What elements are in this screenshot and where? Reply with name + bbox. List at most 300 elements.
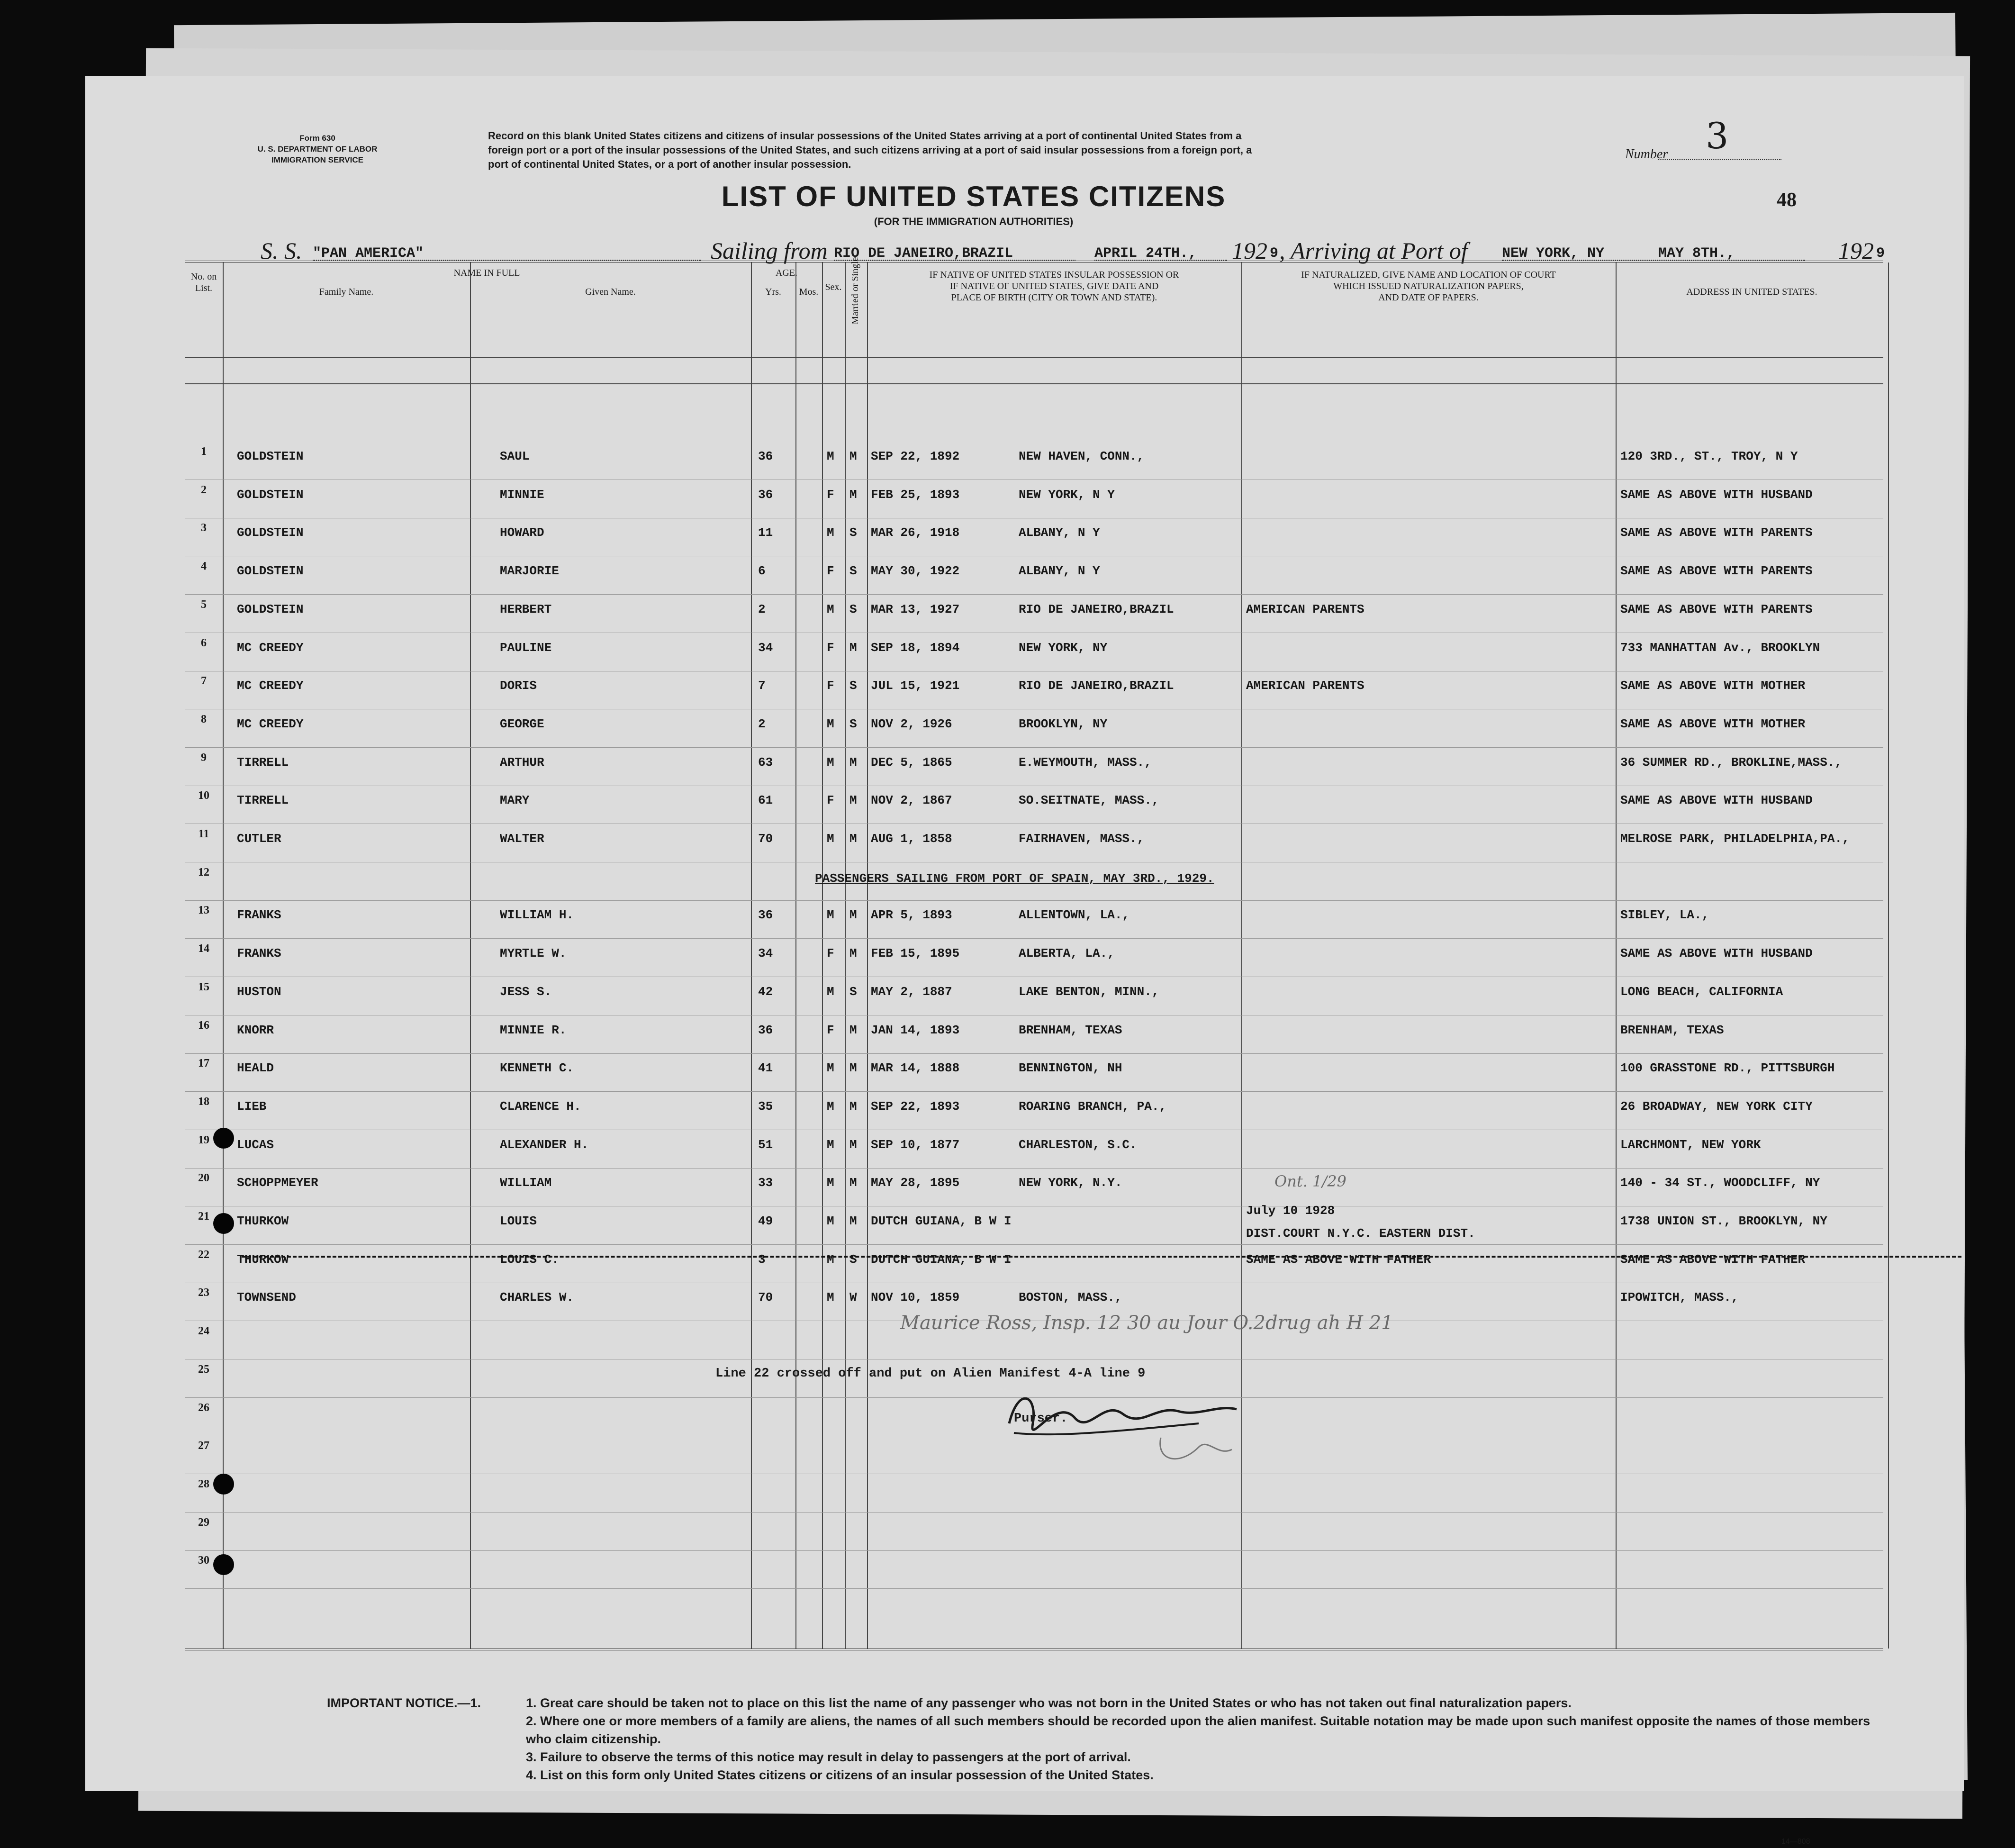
- cell-given: JESS S.: [500, 984, 552, 999]
- cell-given: ALEXANDER H.: [500, 1137, 589, 1152]
- cell-birth-date: MAR 26, 1918: [871, 525, 960, 540]
- col-divider: [1888, 263, 1889, 1649]
- cell-address: SAME AS ABOVE WITH HUSBAND: [1620, 487, 1813, 502]
- cell-birth-date: SEP 22, 1892: [871, 449, 960, 463]
- number-underline: [1658, 159, 1781, 160]
- form-line: U. S. DEPARTMENT OF LABOR: [257, 145, 378, 154]
- row-number: 26: [198, 1401, 209, 1414]
- cell-sex: M: [827, 1061, 834, 1076]
- cell-given: ARTHUR: [500, 755, 544, 770]
- cell-family: GOLDSTEIN: [237, 564, 304, 579]
- cell-birth-place: RIO DE JANEIRO,BRAZIL: [1019, 679, 1174, 693]
- row-rule: [185, 1512, 1883, 1513]
- form-header: [237, 133, 398, 165]
- cell-sex: F: [827, 564, 834, 579]
- purser-signature: [1000, 1367, 1246, 1476]
- table-row: [185, 672, 1883, 710]
- cell-birth-date: JUL 15, 1921: [871, 679, 960, 693]
- table-row: [185, 787, 1883, 824]
- cell-birth-place: BOSTON, MASS.,: [1019, 1290, 1122, 1305]
- cell-given: LOUIS C.: [500, 1252, 559, 1267]
- header-divider: [185, 357, 1883, 358]
- row-number: 25: [198, 1363, 209, 1376]
- cell-birth-date: MAY 2, 1887: [871, 984, 952, 999]
- cell-given: CLARENCE H.: [500, 1099, 581, 1114]
- cell-age: 36: [758, 1023, 773, 1037]
- cell-birth-date: FEB 15, 1895: [871, 946, 960, 961]
- cell-given: DORIS: [500, 679, 537, 693]
- cell-ms: M: [849, 908, 857, 923]
- cell-birth-place: CHARLESTON, S.C.: [1019, 1137, 1137, 1152]
- cell-sex: M: [827, 1176, 834, 1190]
- cell-family: MC CREEDY: [237, 679, 304, 693]
- cell-age: 35: [758, 1099, 773, 1114]
- cell-birth-place: ALBANY, N Y: [1019, 564, 1100, 579]
- cell-ms: M: [849, 1176, 857, 1190]
- cell-birth-date: DUTCH GUIANA, B W I: [871, 1214, 1012, 1228]
- cell-birth-place: RIO DE JANEIRO,BRAZIL: [1019, 602, 1174, 616]
- row-rule: [185, 1053, 1883, 1054]
- table-row: [185, 978, 1883, 1016]
- row-number: 20: [198, 1172, 209, 1185]
- row-rule: [185, 1550, 1883, 1551]
- sailing-label: Sailing from: [711, 237, 828, 264]
- notice-lead: IMPORTANT NOTICE.—1.: [327, 1696, 481, 1710]
- cell-birth-place: BRENHAM, TEXAS: [1019, 1023, 1122, 1037]
- row-rule: [185, 938, 1883, 939]
- cell-family: GOLDSTEIN: [237, 487, 304, 502]
- cell-sex: M: [827, 716, 834, 731]
- cell-address: 36 SUMMER RD., BROKLINE,MASS.,: [1620, 755, 1843, 770]
- cell-family: MC CREEDY: [237, 640, 304, 655]
- cell-sex: M: [827, 1252, 834, 1267]
- col-header-yrs: Yrs.: [765, 287, 781, 297]
- cell-sex: M: [827, 1099, 834, 1114]
- cell-given: CHARLES W.: [500, 1290, 574, 1305]
- cell-birth-date: FEB 25, 1893: [871, 487, 960, 502]
- table-row: [185, 901, 1883, 939]
- passenger-table: [185, 254, 1883, 1650]
- col-header-mos: Mos.: [799, 287, 819, 297]
- row-number: 23: [198, 1286, 209, 1299]
- cell-birth-date: MAY 30, 1922: [871, 564, 960, 579]
- row-number: 18: [198, 1095, 209, 1108]
- cell-given: MINNIE R.: [500, 1023, 567, 1037]
- cell-given: PAULINE: [500, 640, 552, 655]
- row-number: 1: [201, 445, 207, 458]
- col-header-no: No. on List.: [190, 272, 217, 293]
- notice-item: 1. Great care should be taken not to place on this list the name of any passenger who was not born in the United States or who has not taken out final naturalization papers.: [526, 1696, 1572, 1710]
- cell-given: WILLIAM H.: [500, 908, 574, 923]
- cell-family: GOLDSTEIN: [237, 525, 304, 540]
- footer-code: 14—808: [1781, 1838, 1810, 1846]
- arrival-port: NEW YORK, NY: [1502, 245, 1605, 262]
- cell-birth-date: SEP 10, 1877: [871, 1137, 960, 1152]
- crossed-off-note: Line 22 crossed off and put on Alien Manifest 4-A line 9: [715, 1367, 1146, 1381]
- number-label: Number: [1625, 147, 1668, 162]
- cell-birth-date: MAY 28, 1895: [871, 1176, 960, 1190]
- cell-sex: M: [827, 449, 834, 463]
- cell-birth-place: ROARING BRANCH, PA.,: [1019, 1099, 1167, 1114]
- cell-ms: S: [849, 525, 857, 540]
- col-header-given: Given Name.: [585, 287, 636, 297]
- cell-age: 11: [758, 525, 773, 540]
- cell-ms: S: [849, 602, 857, 616]
- table-row: [185, 1131, 1883, 1169]
- row-number: 30: [198, 1554, 209, 1567]
- cell-given: GEORGE: [500, 716, 544, 731]
- cell-birth-date: MAR 14, 1888: [871, 1061, 960, 1076]
- cell-birth-date: NOV 2, 1867: [871, 793, 952, 808]
- punch-hole: [213, 1554, 234, 1575]
- col-header-family: Family Name.: [319, 287, 374, 297]
- table-row: [185, 557, 1883, 595]
- cell-ms: M: [849, 1099, 857, 1114]
- table-row: [185, 1016, 1883, 1054]
- cell-sex: F: [827, 640, 834, 655]
- page-number: 48: [1777, 189, 1797, 211]
- cell-ms: M: [849, 946, 857, 961]
- cell-birth-place: NEW YORK, NY: [1019, 640, 1108, 655]
- table-row: [185, 519, 1883, 557]
- cell-ms: M: [849, 1023, 857, 1037]
- cell-age: 36: [758, 449, 773, 463]
- cell-age: 33: [758, 1176, 773, 1190]
- row-number: 27: [198, 1440, 209, 1452]
- cell-birth-date: SEP 22, 1893: [871, 1099, 960, 1114]
- row-number: 16: [198, 1019, 209, 1032]
- col-header-married: Married or Single.: [850, 254, 860, 325]
- purser-label: Purser.: [1014, 1412, 1068, 1426]
- sailing-from: RIO DE JANEIRO,BRAZIL: [834, 245, 1013, 262]
- row-number: 4: [201, 560, 207, 573]
- cell-naturalized: July 10 1928: [1246, 1204, 1335, 1218]
- notice-item: 2. Where one or more members of a family are aliens, the names of all such members should be recorded upon the alien manifest. Suitable notation may be made upon such manifest opposite the names of those members who claim citizenship.: [526, 1714, 1870, 1746]
- page-subtitle: (FOR THE IMMIGRATION AUTHORITIES): [874, 216, 1074, 227]
- row-number: 24: [198, 1325, 209, 1338]
- cell-given: MINNIE: [500, 487, 544, 502]
- cell-ms: W: [849, 1290, 857, 1305]
- cell-sex: M: [827, 525, 834, 540]
- record-line: port of continental United States, or a port of another insular possession.: [488, 158, 851, 170]
- punch-hole: [213, 1474, 234, 1495]
- cell-sex: M: [827, 755, 834, 770]
- cell-family: THURKOW: [237, 1214, 289, 1228]
- row-number: 21: [198, 1210, 209, 1223]
- punch-hole: [213, 1213, 234, 1234]
- cell-naturalized-court: DIST.COURT N.Y.C. EASTERN DIST.: [1246, 1226, 1475, 1241]
- row-number: 8: [201, 713, 207, 725]
- row-number: 9: [201, 751, 207, 764]
- cell-birth-date: MAR 13, 1927: [871, 602, 960, 616]
- cell-age: 63: [758, 755, 773, 770]
- row-rule: [185, 1091, 1883, 1092]
- cell-birth-place: SO.SEITNATE, MASS.,: [1019, 793, 1159, 808]
- cell-age: 49: [758, 1214, 773, 1228]
- cell-birth-place: BROOKLYN, NY: [1019, 716, 1108, 731]
- cell-age: 2: [758, 716, 766, 731]
- row-number: 12: [198, 866, 209, 879]
- cell-family: HUSTON: [237, 984, 281, 999]
- naturalized-header-line: AND DATE OF PAPERS.: [1378, 292, 1479, 303]
- cell-address: SAME AS ABOVE WITH FATHER: [1620, 1252, 1806, 1267]
- cell-family: FRANKS: [237, 946, 281, 961]
- sailing-date: APRIL 24TH.,: [1094, 245, 1197, 262]
- table-row: [185, 1169, 1883, 1207]
- table-row: [185, 1513, 1883, 1551]
- table-row: [185, 1204, 1883, 1245]
- record-line: foreign port or a port of the insular possessions of the United States, and such citizens arriving at a port of said insular possessions from a foreign port, a: [488, 144, 1252, 156]
- page-title: LIST OF UNITED STATES CITIZENS: [721, 181, 1226, 212]
- cell-sex: F: [827, 793, 834, 808]
- arrival-date: MAY 8TH.,: [1658, 245, 1735, 262]
- notice-item: 3. Failure to observe the terms of this notice may result in delay to passengers at the port of arrival.: [526, 1750, 1131, 1764]
- cell-birth-date: SEP 18, 1894: [871, 640, 960, 655]
- col-header-name: NAME IN FULL: [453, 268, 520, 278]
- cell-sex: F: [827, 487, 834, 502]
- cell-address: 733 MANHATTAN Av., BROOKLYN: [1620, 640, 1820, 655]
- row-number: 5: [201, 598, 207, 611]
- cell-address: LONG BEACH, CALIFORNIA: [1620, 984, 1783, 999]
- cell-ms: M: [849, 449, 857, 463]
- cell-age: 61: [758, 793, 773, 808]
- cell-address: 120 3RD., ST., TROY, N Y: [1620, 449, 1798, 463]
- cell-age: 42: [758, 984, 773, 999]
- ss-label: S. S.: [261, 237, 302, 264]
- cell-birth-date: AUG 1, 1858: [871, 832, 952, 846]
- row-number: 14: [198, 942, 209, 955]
- cell-age: 3: [758, 1252, 766, 1267]
- cell-sex: M: [827, 1137, 834, 1152]
- cell-given: HERBERT: [500, 602, 552, 616]
- table-row: [185, 1551, 1883, 1589]
- table-row: [185, 710, 1883, 748]
- cell-age: 6: [758, 564, 766, 579]
- naturalized-header-line: IF NATURALIZED, GIVE NAME AND LOCATION OF COURT: [1301, 270, 1556, 280]
- table-row: [185, 1054, 1883, 1092]
- row-number: 6: [201, 636, 207, 649]
- cell-address: SAME AS ABOVE WITH PARENTS: [1620, 564, 1813, 579]
- cell-birth-date: DEC 5, 1865: [871, 755, 952, 770]
- punch-hole: [213, 1128, 234, 1149]
- table-row: [185, 1246, 1883, 1284]
- cell-address: 100 GRASSTONE RD., PITTSBURGH: [1620, 1061, 1835, 1076]
- cell-sex: M: [827, 832, 834, 846]
- form-line: Form 630: [299, 134, 335, 143]
- cell-birth-date: APR 5, 1893: [871, 908, 952, 923]
- cell-birth-place: NEW YORK, N Y: [1019, 487, 1115, 502]
- cell-age: 41: [758, 1061, 773, 1076]
- naturalized-header-line: WHICH ISSUED NATURALIZATION PAPERS,: [1333, 281, 1524, 291]
- cell-given: LOUIS: [500, 1214, 537, 1228]
- col-header-address: ADDRESS IN UNITED STATES.: [1686, 287, 1817, 297]
- row-number: 10: [198, 789, 209, 802]
- table-row: [185, 825, 1883, 863]
- cell-address: SAME AS ABOVE WITH MOTHER: [1620, 679, 1806, 693]
- record-instructions: [488, 129, 1649, 172]
- cell-family: MC CREEDY: [237, 716, 304, 731]
- cell-sex: F: [827, 1023, 834, 1037]
- cell-given: WILLIAM: [500, 1176, 552, 1190]
- row-number: 2: [201, 483, 207, 496]
- cell-ms: S: [849, 984, 857, 999]
- cell-address: SAME AS ABOVE WITH HUSBAND: [1620, 946, 1813, 961]
- cell-family: TIRRELL: [237, 793, 289, 808]
- cell-family: THURKOW: [237, 1252, 289, 1267]
- row-rule: [185, 1244, 1883, 1245]
- row-rule: [185, 594, 1883, 595]
- arriving-label: , Arriving at Port of: [1279, 237, 1468, 264]
- cell-ms: S: [849, 564, 857, 579]
- cell-birth-place: BENNINGTON, NH: [1019, 1061, 1122, 1076]
- cell-family: LIEB: [237, 1099, 267, 1114]
- table-row: [185, 481, 1883, 519]
- cell-birth-place: E.WEYMOUTH, MASS.,: [1019, 755, 1152, 770]
- cell-ms: M: [849, 1214, 857, 1228]
- cell-age: 70: [758, 1290, 773, 1305]
- cell-sex: M: [827, 1290, 834, 1305]
- row-number: 19: [198, 1133, 209, 1146]
- cell-birth-place: NEW YORK, N.Y.: [1019, 1176, 1122, 1190]
- cell-family: LUCAS: [237, 1137, 274, 1152]
- cell-sex: M: [827, 908, 834, 923]
- birth-header-line: IF NATIVE OF UNITED STATES, GIVE DATE AND: [949, 281, 1159, 291]
- birth-header-line: PLACE OF BIRTH (CITY OR TOWN AND STATE).: [951, 292, 1157, 303]
- sailing-year: 9: [1270, 245, 1279, 262]
- row-number: 15: [198, 980, 209, 993]
- cell-family: GOLDSTEIN: [237, 449, 304, 463]
- cell-ms: M: [849, 793, 857, 808]
- row-number: 29: [198, 1516, 209, 1529]
- cell-family: TOWNSEND: [237, 1290, 296, 1305]
- cell-address: IPOWITCH, MASS.,: [1620, 1290, 1739, 1305]
- header-divider: [185, 383, 1883, 384]
- cell-naturalized: AMERICAN PARENTS: [1246, 602, 1364, 616]
- cell-age: 2: [758, 602, 766, 616]
- cell-birth-date: JAN 14, 1893: [871, 1023, 960, 1037]
- cell-family: HEALD: [237, 1061, 274, 1076]
- notice-item: 4. List on this form only United States citizens or citizens of an insular possession of the United States.: [526, 1768, 1154, 1782]
- record-line: Record on this blank United States citizens and citizens of insular possessions of the United States arriving at a port of continental United States from a: [488, 130, 1242, 142]
- row-rule: [185, 1168, 1883, 1169]
- table-row: [185, 634, 1883, 672]
- table-row: [185, 596, 1883, 634]
- year-label: 192: [1232, 237, 1267, 264]
- table-row: [185, 1093, 1883, 1131]
- cell-birth-place: LAKE BENTON, MINN.,: [1019, 984, 1159, 999]
- row-number: 17: [198, 1057, 209, 1070]
- cell-ms: M: [849, 1061, 857, 1076]
- cell-age: 7: [758, 679, 766, 693]
- col-header-naturalized: [1241, 269, 1616, 303]
- cell-naturalized: AMERICAN PARENTS: [1246, 679, 1364, 693]
- cell-birth-place: ALBANY, N Y: [1019, 525, 1100, 540]
- cell-ms: S: [849, 679, 857, 693]
- row-number: 3: [201, 522, 207, 534]
- cell-address: LARCHMONT, NEW YORK: [1620, 1137, 1761, 1152]
- cell-family: KNORR: [237, 1023, 274, 1037]
- cell-sex: F: [827, 679, 834, 693]
- row-number: 22: [198, 1248, 209, 1261]
- cell-address: BRENHAM, TEXAS: [1620, 1023, 1724, 1037]
- handwritten-inspector-note: Maurice Ross, Insp. 12 30 au Jour O.2drug ah H 21: [900, 1312, 1393, 1334]
- cell-sex: F: [827, 946, 834, 961]
- cell-given: MYRTLE W.: [500, 946, 567, 961]
- table-row: [185, 940, 1883, 978]
- birth-header-line: IF NATIVE OF UNITED STATES INSULAR POSSESSION OR: [929, 270, 1179, 280]
- cell-ms: S: [849, 716, 857, 731]
- row-number: 11: [198, 828, 209, 840]
- cell-age: 51: [758, 1137, 773, 1152]
- cell-address: MELROSE PARK, PHILADELPHIA,PA.,: [1620, 832, 1850, 846]
- cell-given: SAUL: [500, 449, 530, 463]
- cell-age: 34: [758, 946, 773, 961]
- cell-address: SAME AS ABOVE WITH PARENTS: [1620, 602, 1813, 616]
- cell-address: SAME AS ABOVE WITH MOTHER: [1620, 716, 1806, 731]
- cell-family: SCHOPPMEYER: [237, 1176, 318, 1190]
- cell-family: FRANKS: [237, 908, 281, 923]
- cell-ms: M: [849, 755, 857, 770]
- year-label: 192: [1838, 237, 1874, 264]
- row-rule: [185, 747, 1883, 748]
- manifest-sheet: [85, 76, 1964, 1846]
- cell-age: 36: [758, 487, 773, 502]
- cell-address: SIBLEY, LA.,: [1620, 908, 1709, 923]
- cell-ms: M: [849, 640, 857, 655]
- col-header-age: AGE.: [775, 268, 798, 278]
- cell-address: 26 BROADWAY, NEW YORK CITY: [1620, 1099, 1813, 1114]
- table-row: [185, 443, 1883, 480]
- cell-given: KENNETH C.: [500, 1061, 574, 1076]
- cell-sex: M: [827, 984, 834, 999]
- cell-age: 36: [758, 908, 773, 923]
- cell-birth-date: DUTCH GUIANA, B W I: [871, 1252, 1012, 1267]
- table-row: [185, 1475, 1883, 1513]
- cell-birth-place: NEW HAVEN, CONN.,: [1019, 449, 1145, 463]
- row-number: 7: [201, 675, 207, 688]
- cell-ms: M: [849, 1137, 857, 1152]
- cell-given: HOWARD: [500, 525, 544, 540]
- cell-ms: M: [849, 832, 857, 846]
- cell-birth-place: FAIRHAVEN, MASS.,: [1019, 832, 1145, 846]
- cell-address: SAME AS ABOVE WITH PARENTS: [1620, 525, 1813, 540]
- cell-birth-date: NOV 10, 1859: [871, 1290, 960, 1305]
- cell-address: 140 - 34 ST., WOODCLIFF, NY: [1620, 1176, 1820, 1190]
- cell-ms: M: [849, 487, 857, 502]
- cell-family: GOLDSTEIN: [237, 602, 304, 616]
- cell-given: WALTER: [500, 832, 544, 846]
- row-rule: [185, 900, 1883, 901]
- cell-address: 1738 UNION ST., BROOKLYN, NY: [1620, 1214, 1827, 1228]
- cell-given: MARY: [500, 793, 530, 808]
- cell-birth-date: NOV 2, 1926: [871, 716, 952, 731]
- col-header-birth: [867, 269, 1241, 303]
- section-header: PASSENGERS SAILING FROM PORT OF SPAIN, MAY 3RD., 1929.: [815, 871, 1214, 886]
- col-header-sex: Sex.: [825, 282, 842, 292]
- form-line: IMMIGRATION SERVICE: [271, 155, 363, 164]
- cell-given: MARJORIE: [500, 564, 559, 579]
- row-rule: [185, 1588, 1883, 1589]
- row-number: 13: [198, 904, 209, 917]
- table-row: [185, 749, 1883, 787]
- list-number: 3: [1706, 115, 1729, 157]
- cell-sex: M: [827, 1214, 834, 1228]
- ship-name: "PAN AMERICA": [313, 245, 424, 262]
- cell-family: CUTLER: [237, 832, 281, 846]
- cell-age: 70: [758, 832, 773, 846]
- arrival-year: 9: [1876, 245, 1885, 262]
- cell-sex: M: [827, 602, 834, 616]
